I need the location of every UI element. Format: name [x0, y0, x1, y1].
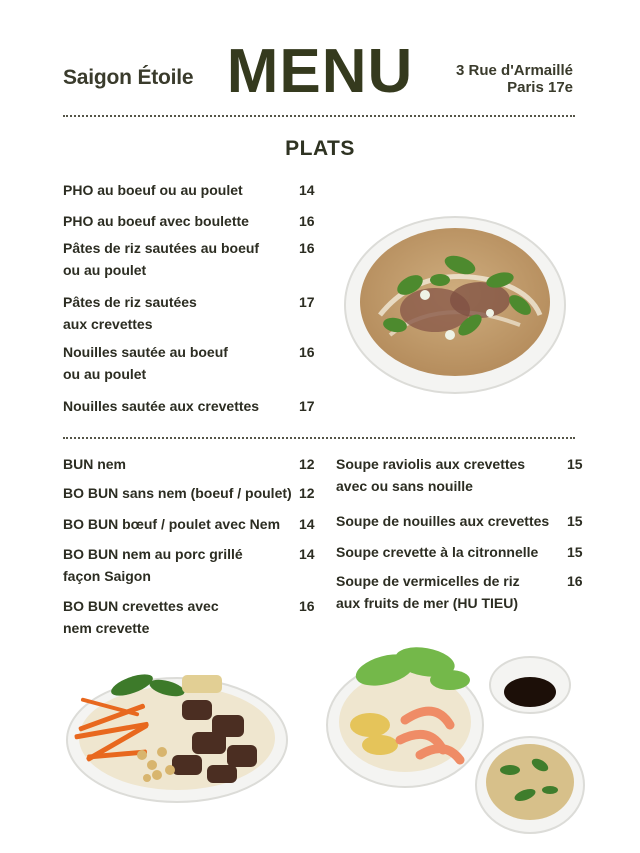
plat-item-name-line: Pâtes de riz sautées au boeuf: [63, 240, 260, 256]
bun-item-name: [63, 453, 126, 475]
plat-item-name: [63, 341, 228, 385]
soupe-item-price: 15: [567, 513, 583, 529]
address: [456, 62, 573, 96]
bun-item-name: [63, 482, 292, 504]
dotted-divider-top: [63, 115, 575, 117]
plat-item-name: [63, 210, 249, 232]
plat-item-name-line: PHO au boeuf ou au poulet: [63, 182, 243, 198]
bun-item-name-line: BO BUN nem au porc grillé: [63, 546, 243, 562]
bun-item-price: 14: [299, 546, 315, 562]
plat-item-name-line: Nouilles sautée aux crevettes: [63, 398, 260, 414]
plat-item-name-line: ou au poulet: [63, 366, 147, 382]
soupe-item-price: 15: [567, 456, 583, 472]
bun-item-name-line: BUN nem: [63, 456, 127, 472]
plat-item-name-line: PHO au boeuf avec boulette: [63, 213, 249, 229]
plat-item-name-line: ou au poulet: [63, 262, 147, 278]
soupe-item-price: 16: [567, 573, 583, 589]
soupe-item-name-line: Soupe de nouilles aux crevettes: [336, 513, 550, 529]
bun-item-name-line: nem crevette: [63, 620, 150, 636]
bun-item-name: [63, 595, 219, 639]
plat-item-name-line: Nouilles sautée au boeuf: [63, 344, 228, 360]
bun-item-name: [63, 513, 280, 535]
soupe-item-name-line: Soupe de vermicelles de riz: [336, 573, 520, 589]
plat-item-name: [63, 395, 259, 417]
soupe-item-name: [336, 541, 538, 563]
soupe-item-name: [336, 570, 520, 614]
soupe-item-name: [336, 453, 525, 497]
soupe-item-name-line: Soupe raviolis aux crevettes: [336, 456, 526, 472]
plat-item-price: 17: [299, 398, 315, 414]
address-street: 3 Rue d'Armaillé: [456, 62, 573, 79]
plat-item-price: 16: [299, 213, 315, 229]
menu-title: MENU: [226, 37, 414, 106]
soupe-item-name-line: avec ou sans nouille: [336, 478, 473, 494]
bun-item-name-line: BO BUN bœuf / poulet avec Nem: [63, 516, 281, 532]
bun-item-name-line: façon Saigon: [63, 568, 151, 584]
soupe-item-name-line: Soupe crevette à la citronnelle: [336, 544, 539, 560]
soupe-item-price: 15: [567, 544, 583, 560]
bun-item-price: 12: [299, 485, 315, 501]
plat-item-name-line: Pâtes de riz sautées: [63, 294, 197, 310]
plat-item-name-line: aux crevettes: [63, 316, 153, 332]
plat-item-price: 16: [299, 344, 315, 360]
plat-item-name: [63, 237, 259, 281]
dotted-divider-middle: [63, 437, 575, 439]
plat-item-price: 16: [299, 240, 315, 256]
bun-item-name-line: BO BUN crevettes avec: [63, 598, 219, 614]
address-city: Paris 17e: [507, 79, 573, 96]
plat-item-price: 17: [299, 294, 315, 310]
bun-item-price: 16: [299, 598, 315, 614]
pho-bowl-image: [340, 205, 570, 400]
section-title-plats: PLATS: [285, 137, 355, 160]
bun-item-price: 14: [299, 516, 315, 532]
plat-item-name: [63, 179, 243, 201]
bun-item-name-line: BO BUN sans nem (boeuf / poulet): [63, 485, 292, 501]
bun-item-name: [63, 543, 243, 587]
plat-item-name: [63, 291, 197, 335]
restaurant-name: Saigon Étoile: [63, 66, 194, 89]
bun-item-price: 12: [299, 456, 315, 472]
soupe-item-name: [336, 510, 549, 532]
shrimp-soup-image: [325, 630, 585, 840]
plat-item-price: 14: [299, 182, 315, 198]
soupe-item-name-line: aux fruits de mer (HU TIEU): [336, 595, 519, 611]
bo-bun-bowl-image: [62, 660, 292, 810]
